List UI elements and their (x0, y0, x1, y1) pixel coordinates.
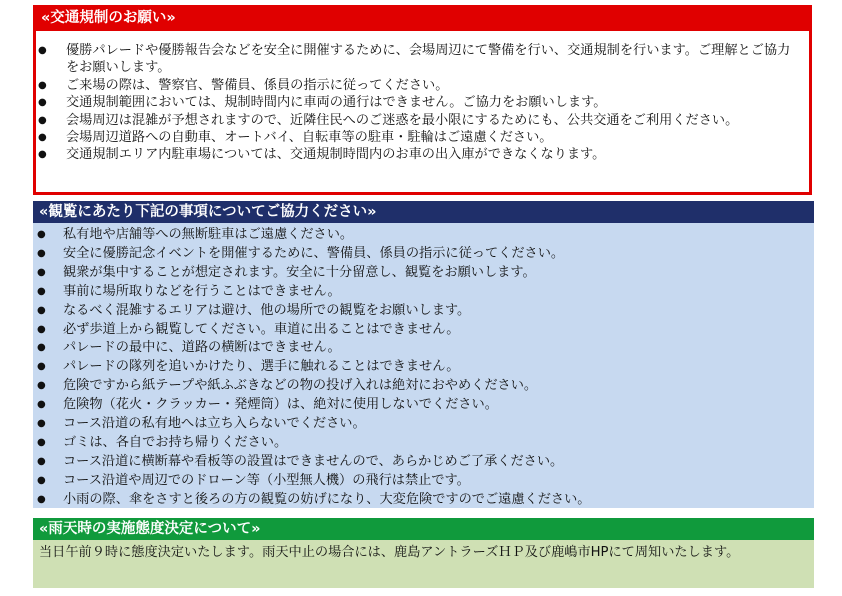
list-item (37, 358, 806, 377)
bullet-icon: ● (37, 436, 46, 448)
list-item-text: 危険ですから紙テープや紙ふぶきなどの物の投げ入れは絶対におやめください。 (63, 378, 538, 394)
traffic-notice-section (33, 5, 812, 195)
bullet-icon: ● (37, 266, 46, 278)
bullet-icon: ● (37, 247, 46, 259)
traffic-notice-list (36, 31, 809, 164)
list-item (38, 94, 801, 111)
list-item (37, 396, 806, 415)
bullet-icon: ● (37, 361, 46, 373)
bullet-icon: ● (37, 493, 46, 505)
list-item-text: ゴミは、各自でお持ち帰りください。 (63, 434, 288, 450)
list-item (37, 321, 806, 340)
bullet-icon: ● (37, 418, 46, 430)
bullet-icon: ● (37, 285, 46, 297)
list-item-text: 必ず歩道上から観覧してください。車道に出ることはできません。 (63, 321, 460, 337)
list-item (37, 283, 806, 302)
list-item (37, 339, 806, 358)
list-item-text: 観衆が集中することが想定されます。安全に十分留意し、観覧をお願いします。 (63, 264, 536, 280)
list-item-text: ご来場の際は、警察官、警備員、係員の指示に従ってください。 (66, 77, 449, 93)
bullet-icon: ● (38, 114, 47, 126)
list-item-text: 会場周辺道路への自動車、オートバイ、自転車等の駐車・駐輪はご遠慮ください。 (66, 130, 553, 146)
list-item-text: 交通規制範囲においては、規制時間内に車両の通行はできません。ご協力をお願いします。 (66, 95, 607, 111)
list-item-text: 小雨の際、傘をさすと後ろの方の観覧の妨げになり、大変危険ですのでご遠慮ください。 (63, 491, 591, 507)
list-item (37, 302, 806, 321)
bullet-icon: ● (37, 342, 46, 354)
traffic-notice-title: «交通規制のお願い» (35, 7, 810, 31)
list-item (37, 245, 806, 264)
list-item (37, 264, 806, 283)
bullet-icon: ● (38, 132, 47, 144)
list-item-text: コース沿道に横断幕や看板等の設置はできませんので、あらかじめご了承ください。 (63, 453, 564, 469)
list-item (37, 415, 806, 434)
list-item (37, 453, 806, 472)
bullet-icon: ● (38, 45, 47, 56)
list-item-text: なるべく混雑するエリアは避け、他の場所での観覧をお願いします。 (63, 302, 471, 318)
list-item (37, 491, 806, 510)
rain-notice-section (33, 518, 814, 588)
list-item (37, 472, 806, 491)
rain-notice-text: 当日午前９時に態度決定いたします。雨天中止の場合には、鹿島アントラーズＨＰ及び鹿嶋市HPにて周知いたします。 (39, 545, 740, 560)
bullet-icon: ● (37, 380, 46, 392)
list-item-text: 私有地や店舗等への無断駐車はご遠慮ください。 (63, 227, 354, 242)
list-item (38, 112, 801, 129)
bullet-icon: ● (37, 304, 46, 316)
list-item-text: 事前に場所取りなどを行うことはできません。 (63, 283, 341, 299)
list-item (37, 377, 806, 396)
list-item-text: 交通規制エリア内駐車場については、交通規制時間内のお車の出入庫ができなくなります。 (66, 147, 606, 163)
rain-notice-title: «雨天時の実施態度決定について» (33, 518, 814, 540)
bullet-icon: ● (37, 474, 46, 486)
viewing-notice-section (33, 201, 814, 508)
list-item (38, 77, 801, 94)
bullet-icon: ● (37, 399, 46, 411)
list-item (37, 226, 806, 245)
list-item-text: パレードの最中に、道路の横断はできません。 (63, 340, 341, 356)
viewing-notice-title: «観覧にあたり下記の事項についてご協力ください» (33, 201, 814, 223)
list-item-text: 危険物（花火・クラッカー・発煙筒）は、絶対に使用しないでください。 (63, 397, 498, 413)
bullet-icon: ● (38, 79, 47, 91)
list-item (38, 146, 801, 163)
list-item-text: 優勝パレードや優勝報告会などを安全に開催するために、会場周辺にて警備を行い、交通規制を行います。ご理解とご協力をお願いします。 (66, 43, 791, 76)
bullet-icon: ● (37, 455, 46, 467)
list-item (37, 434, 806, 453)
list-item (38, 42, 801, 77)
list-item-text: コース沿道や周辺でのドローン等（小型無人機）の飛行は禁止です。 (63, 472, 470, 488)
bullet-icon: ● (38, 149, 47, 161)
bullet-icon: ● (37, 323, 46, 335)
viewing-notice-list (33, 223, 814, 510)
list-item-text: パレードの隊列を追いかけたり、選手に触れることはできません。 (63, 359, 460, 375)
list-item (38, 129, 801, 146)
bullet-icon: ● (38, 97, 47, 109)
bullet-icon: ● (37, 229, 46, 240)
list-item-text: 会場周辺は混雑が予想されますので、近隣住民へのご迷惑を最小限にするためにも、公共交通をご利用ください。 (66, 112, 739, 128)
list-item-text: 安全に優勝記念イベントを開催するために、警備員、係員の指示に従ってください。 (63, 245, 565, 261)
list-item-text: コース沿道の私有地へは立ち入らないでください。 (63, 416, 366, 432)
